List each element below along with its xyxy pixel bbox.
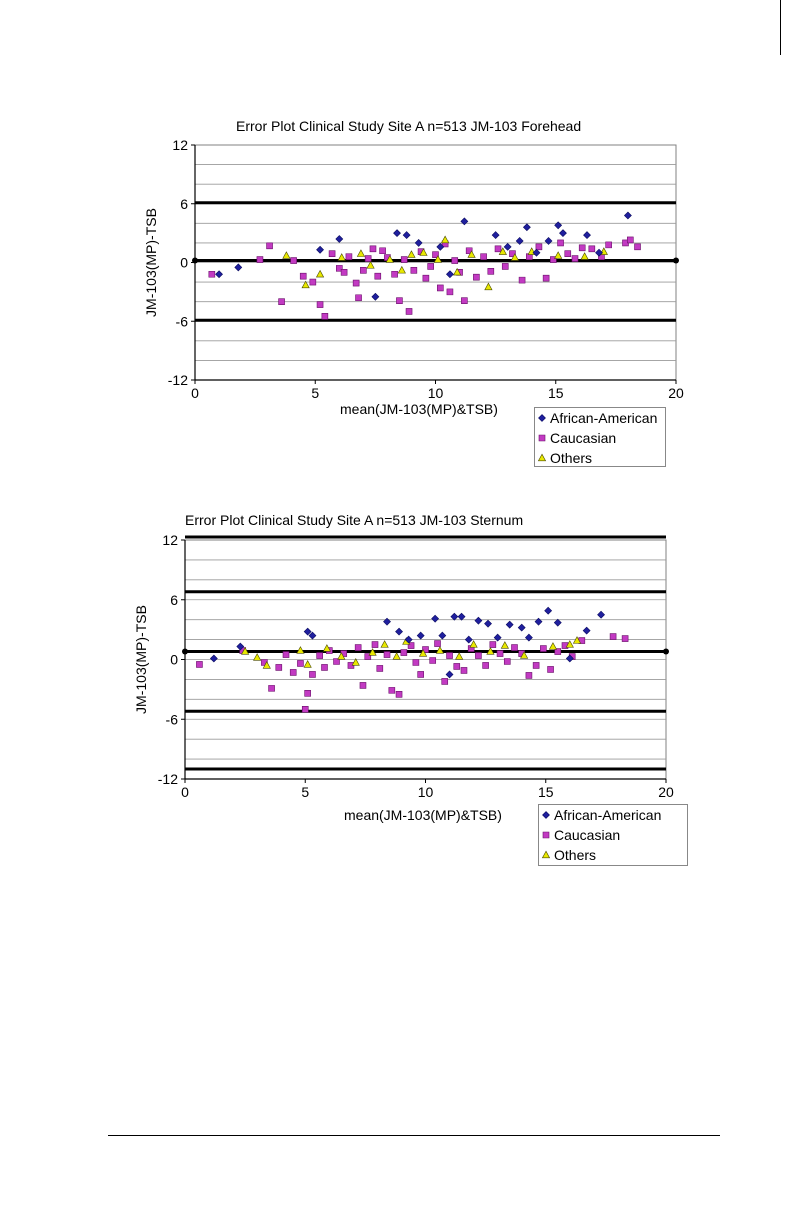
sternum-y-tick-label: -6	[165, 711, 178, 728]
forehead-caucasian-point	[360, 267, 366, 273]
sternum-caucasian-point	[490, 642, 496, 648]
forehead-caucasian-point	[291, 258, 297, 264]
sternum-caucasian-point	[504, 658, 510, 664]
forehead-caucasian-point	[406, 308, 412, 314]
forehead-caucasian-point	[635, 244, 641, 250]
sternum-caucasian-point	[355, 645, 361, 651]
forehead-caucasian-point	[572, 256, 578, 262]
forehead-caucasian-point	[423, 275, 429, 281]
forehead-caucasian-point	[267, 243, 273, 249]
forehead-caucasian-point	[495, 246, 501, 252]
forehead-caucasian-point	[257, 257, 263, 263]
forehead-caucasian-point	[502, 263, 508, 269]
sternum-caucasian-point	[290, 669, 296, 675]
sternum-caucasian-point	[430, 657, 436, 663]
forehead-x-tick-label: 0	[191, 385, 199, 401]
forehead-caucasian-point	[558, 240, 564, 246]
forehead-caucasian-point	[519, 277, 525, 283]
forehead-caucasian-point	[565, 251, 571, 257]
forehead-caucasian-point	[310, 279, 316, 285]
legend-label: African-American	[550, 410, 658, 426]
legend-label: Caucasian	[554, 827, 621, 843]
forehead-caucasian-point	[356, 295, 362, 301]
sternum-x-axis-label: mean(JM-103(MP)&TSB)	[344, 807, 502, 823]
forehead-caucasian-point	[488, 268, 494, 274]
sternum-x-tick-label: 10	[417, 784, 434, 800]
forehead-caucasian-point	[473, 274, 479, 280]
sternum-caucasian-point	[483, 662, 489, 668]
forehead-caucasian-point	[543, 275, 549, 281]
forehead-caucasian-point	[279, 299, 285, 305]
forehead-caucasian-point	[370, 246, 376, 252]
forehead-caucasian-point	[396, 298, 402, 304]
sternum-error-plot	[120, 506, 700, 872]
forehead-caucasian-point	[461, 298, 467, 304]
sternum-caucasian-point	[461, 667, 467, 673]
forehead-caucasian-point	[589, 246, 595, 252]
forehead-y-tick-label: 6	[180, 195, 188, 212]
forehead-caucasian-point	[447, 289, 453, 295]
sternum-y-tick-label: 12	[162, 532, 178, 548]
sternum-caucasian-point	[622, 636, 628, 642]
sternum-legend	[538, 804, 688, 866]
sternum-caucasian-point	[526, 672, 532, 678]
forehead-caucasian-point	[322, 313, 328, 319]
forehead-caucasian-point	[380, 248, 386, 254]
sternum-x-tick-label: 15	[537, 784, 554, 800]
footer-rule	[108, 1135, 720, 1136]
sternum-caucasian-point	[283, 652, 289, 658]
sternum-caucasian-point	[475, 653, 481, 659]
sternum-y-tick-label: 0	[170, 651, 178, 668]
forehead-caucasian-point	[329, 251, 335, 257]
legend-triangle-icon	[541, 850, 551, 860]
legend-label: Others	[550, 450, 593, 466]
forehead-caucasian-point	[341, 269, 347, 275]
sternum-caucasian-point	[540, 646, 546, 652]
forehead-y-tick-label: -12	[167, 372, 188, 388]
sternum-caucasian-point	[269, 685, 275, 691]
sternum-y-tick-label: -12	[157, 771, 178, 787]
sternum-caucasian-point	[360, 682, 366, 688]
sternum-caucasian-point	[297, 660, 303, 666]
forehead-caucasian-point	[346, 254, 352, 260]
forehead-caucasian-point	[392, 271, 398, 277]
sternum-caucasian-point	[196, 661, 202, 667]
sternum-caucasian-point	[401, 650, 407, 656]
sternum-caucasian-point	[317, 653, 323, 659]
forehead-caucasian-point	[452, 258, 458, 264]
sternum-reference-marker	[663, 649, 669, 655]
sternum-caucasian-point	[447, 653, 453, 659]
sternum-caucasian-point	[548, 666, 554, 672]
sternum-caucasian-point	[321, 664, 327, 670]
legend-label: African-American	[554, 807, 662, 823]
sternum-caucasian-point	[454, 663, 460, 669]
forehead-legend-item-caucasian	[535, 428, 665, 448]
sternum-x-tick-label: 0	[181, 784, 189, 800]
forehead-y-tick-label: 0	[180, 254, 188, 271]
forehead-caucasian-point	[481, 254, 487, 260]
forehead-y-tick-label: -6	[175, 313, 188, 330]
legend-square-icon	[541, 830, 551, 840]
sternum-caucasian-point	[384, 652, 390, 658]
forehead-x-tick-label: 20	[668, 385, 684, 401]
sternum-y-tick-label: 6	[170, 591, 178, 608]
sternum-caucasian-point	[305, 690, 311, 696]
sternum-caucasian-point	[435, 641, 441, 647]
forehead-caucasian-point	[300, 273, 306, 279]
legend-diamond-icon	[537, 413, 547, 423]
forehead-caucasian-point	[606, 242, 612, 248]
legend-square-icon	[537, 433, 547, 443]
sternum-caucasian-point	[497, 651, 503, 657]
forehead-caucasian-point	[317, 302, 323, 308]
forehead-caucasian-point	[627, 237, 633, 243]
legend-triangle-icon	[537, 453, 547, 463]
forehead-x-tick-label: 15	[547, 385, 564, 401]
sternum-caucasian-point	[442, 678, 448, 684]
sternum-caucasian-point	[276, 664, 282, 670]
forehead-caucasian-point	[375, 273, 381, 279]
forehead-legend-item-african-american	[535, 408, 665, 428]
sternum-caucasian-point	[413, 659, 419, 665]
sternum-x-tick-label: 20	[658, 784, 674, 800]
forehead-error-plot	[130, 112, 690, 472]
sternum-caucasian-point	[511, 645, 517, 651]
sternum-legend-item-others	[539, 845, 687, 865]
forehead-reference-marker	[673, 258, 679, 264]
forehead-y-tick-label: 12	[172, 137, 188, 153]
forehead-caucasian-point	[411, 267, 417, 273]
forehead-caucasian-point	[579, 245, 585, 251]
sternum-x-tick-label: 5	[301, 784, 310, 800]
sternum-caucasian-point	[302, 706, 308, 712]
forehead-chart-title: Error Plot Clinical Study Site A n=513 JM-103 Forehead	[236, 118, 582, 134]
forehead-x-axis-label: mean(JM-103(MP)&TSB)	[340, 401, 498, 417]
forehead-x-tick-label: 5	[311, 385, 320, 401]
forehead-caucasian-point	[428, 263, 434, 269]
legend-diamond-icon	[541, 810, 551, 820]
sternum-caucasian-point	[610, 634, 616, 640]
sternum-caucasian-point	[389, 687, 395, 693]
sternum-chart-title: Error Plot Clinical Study Site A n=513 JM-103 Sternum	[185, 512, 524, 528]
sternum-legend-item-caucasian	[539, 825, 687, 845]
forehead-caucasian-point	[536, 244, 542, 250]
legend-label: Others	[554, 847, 597, 863]
sternum-caucasian-point	[377, 665, 383, 671]
forehead-caucasian-point	[365, 256, 371, 262]
sternum-caucasian-point	[309, 671, 315, 677]
page-edge-line	[780, 0, 781, 55]
forehead-caucasian-point	[401, 257, 407, 263]
forehead-caucasian-point	[437, 285, 443, 291]
forehead-legend-item-others	[535, 448, 665, 468]
forehead-y-axis-label: JM-103(MP)-TSB	[143, 208, 159, 317]
sternum-caucasian-point	[533, 662, 539, 668]
sternum-caucasian-point	[372, 642, 378, 648]
forehead-caucasian-point	[353, 280, 359, 286]
forehead-caucasian-point	[209, 271, 215, 277]
legend-label: Caucasian	[550, 430, 617, 446]
forehead-legend	[534, 407, 666, 467]
sternum-caucasian-point	[396, 691, 402, 697]
sternum-legend-item-african-american	[539, 805, 687, 825]
forehead-x-tick-label: 10	[427, 385, 444, 401]
sternum-y-axis-label: JM-103(MP)-TSB	[133, 605, 149, 714]
sternum-caucasian-point	[418, 671, 424, 677]
